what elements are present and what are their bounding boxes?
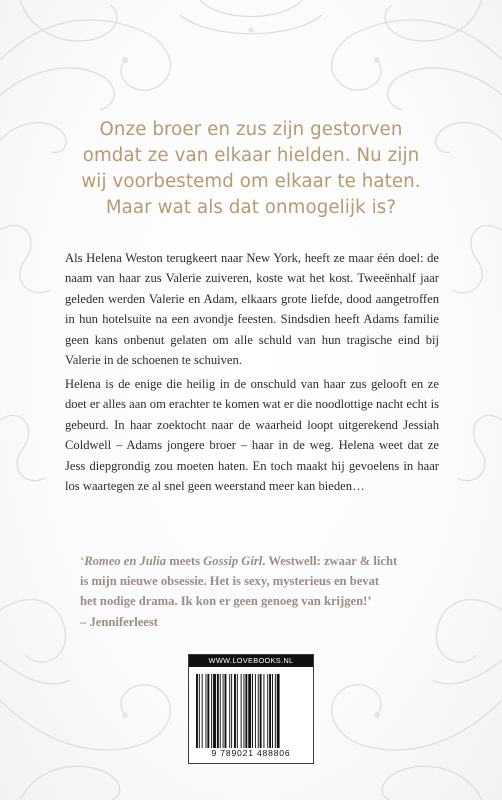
barcode-bar [252, 674, 253, 748]
barcode-bar [217, 674, 219, 748]
quote-line-1 [80, 551, 440, 571]
barcode-bar [269, 674, 271, 748]
barcode-bar [258, 674, 259, 748]
quote-title-romeo: Romeo en Julia [84, 554, 167, 568]
barcode-bar [255, 674, 256, 748]
barcode-bar [207, 674, 209, 748]
barcode-bar [245, 674, 247, 748]
barcode-bar [225, 674, 227, 748]
barcode-bar [202, 674, 203, 748]
tagline-line: omdat ze van elkaar hielden. Nu zijn [82, 145, 420, 166]
barcode-box [188, 654, 314, 764]
barcode-bar [234, 674, 236, 748]
review-quote [80, 551, 440, 632]
tagline-line: Maar wat als dat onmogelijk is? [105, 197, 397, 218]
blurb-paragraph-2 [65, 374, 439, 496]
blurb-paragraph-1 [65, 248, 439, 370]
barcode-bar [213, 674, 216, 748]
quote-line-3: het nodige drama. Ik kon er geen genoeg van krijgen!’ [80, 594, 372, 609]
barcode-bar [229, 674, 230, 748]
barcode-bar [275, 674, 276, 748]
quote-attribution: – Jenniferleest [80, 614, 158, 629]
barcode-bar [223, 674, 224, 748]
barcode-bar [244, 674, 245, 748]
isbn-number: 9 789021 488806 [211, 748, 291, 758]
barcode-bar [211, 674, 212, 748]
barcode-bar [199, 674, 200, 748]
quote-title-westwell: . Westwell: zwaar & licht [262, 554, 398, 568]
barcode-bar [248, 674, 251, 748]
quote-meets: meets [166, 554, 204, 568]
barcode-bar [267, 674, 268, 748]
tagline-line: Onze broer en zus zijn gestorven [99, 119, 403, 140]
barcode-bar [263, 674, 264, 748]
quote-open-mark: ‘ [80, 554, 85, 568]
publisher-url: WWW.LOVEBOOKS.NL [189, 655, 313, 667]
blurb-text: Helena is de enige die heilig in de onschuld van haar zus gelooft en ze doet er alles aan om erachter te komen wat er die noodlottige nacht echt is gebeurd. In haar zoektocht naar de waarheid loopt uitgerekend Jessiah Coldwell – Adams jongere broer – haar in de weg. Helena weet dat ze Jess diepgrondig zou moeten haten. En toch maakt hij gevoelens in haar los waartegen ze al snel geen weerstand meer kan bieden… [65, 377, 439, 494]
barcode-icon [196, 674, 306, 748]
barcode-bar [277, 674, 280, 748]
barcode-bar [260, 674, 262, 748]
tagline-line: wij voorbestemd om elkaar te haten. [81, 171, 421, 192]
barcode-bar [206, 674, 207, 748]
quote-line-2: is mijn nieuwe obsessie. Het is sexy, mysterieus en bevat [80, 574, 380, 589]
barcode-bar [196, 674, 198, 748]
barcode-bar [231, 674, 232, 748]
barcode-bar [237, 674, 238, 748]
quote-title-gossip: Gossip Girl [203, 554, 263, 568]
blurb-text: Als Helena Weston terugkeert naar New York, heeft ze maar één doel: de naam van haar zus Valerie zuiveren, koste wat het kost. Tweeënhalf jaar geleden werden Valerie en Adam, elkaars grote liefde, dood aangetroffen in hun hotelsuite na een avondje feesten. Sindsdien heeft Adams familie geen kans onbenut gelaten om alle schuld van hun tragische eind bij Valerie in de schoenen te schuiven. [65, 251, 439, 368]
barcode-bar [272, 674, 273, 748]
tagline [0, 117, 502, 221]
barcode-bar [241, 674, 242, 748]
barcode-bar [220, 674, 221, 748]
